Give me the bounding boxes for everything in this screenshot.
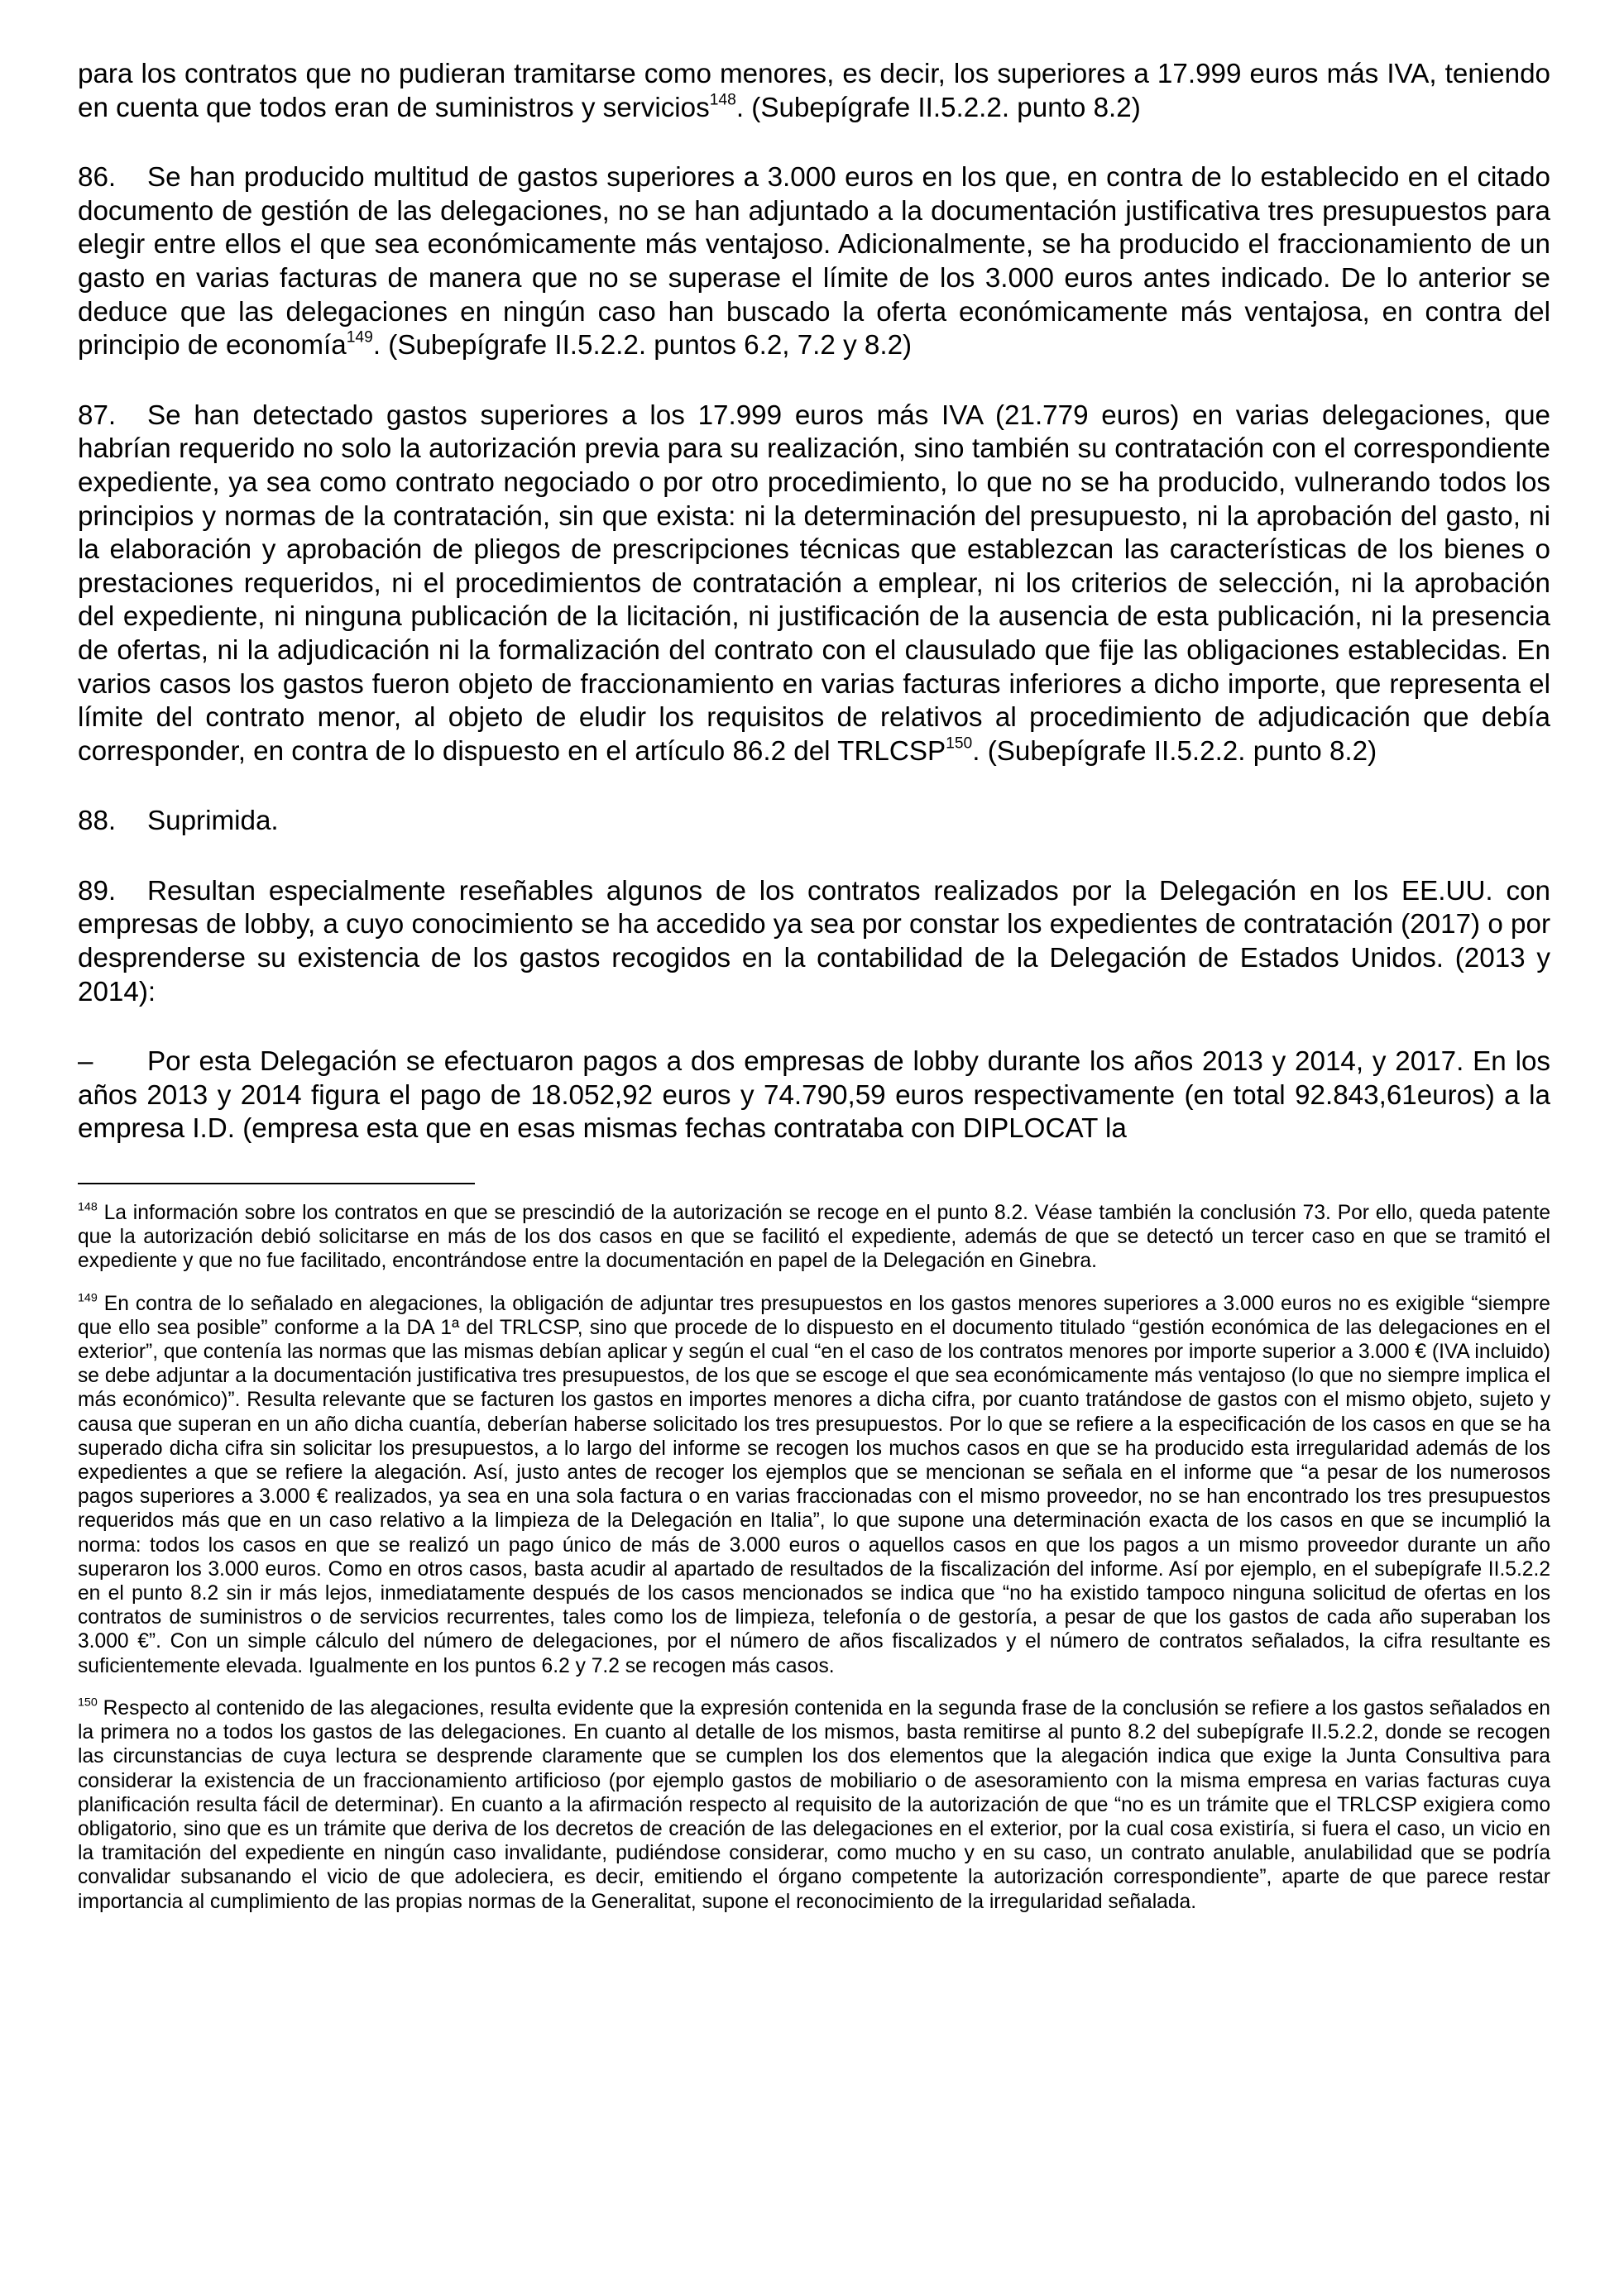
footnote-ref-149[interactable]: 149 [346, 328, 373, 347]
footnote-ref-148[interactable]: 148 [709, 91, 736, 109]
paragraph-88: 88. Suprimida. [78, 805, 1550, 839]
paragraph-number: 86. [78, 162, 117, 194]
footnote-148: $^{148}$ La información sobre los contratos en que se prescindió de la autorización se recoge en el punto 8.2. Véase también la conclusión 73. Por ello, queda patente que la autorización debió solicitarse en más de los dos casos en que se facilitó el expediente, además de que se detectó un tercer caso en que se tramitó el expediente y que no fue facilitado, encontrándose entre la documentación en papel de la Delegación en Ginebra. [78, 1200, 1550, 1273]
footnote-150: $^{150}$ Respecto al contenido de las alegaciones, resulta evidente que la expresión contenida en la segunda frase de la conclusión se refiere a los gastos señalados en la primera no a todos los gastos de las delegaciones. En cuanto al detalle de los mismos, basta remitirse al punto 8.2 del subepígrafe II.5.2.2, donde se recogen las circunstancias de cuya lectura se desprende claramente que se cumplen los dos elementos que la alegación indica que exige la Junta Consultiva para considerar la existencia de un fraccionamiento artificioso (por ejemplo gastos de mobiliario o de asesoramiento con la misma empresa en varias facturas cuya planificación resulta fácil de determinar). En cuanto a la afirmación respecto al requisito de la autorización de que “no es un trámite que el TRLCSP exigiera como obligatorio, sino que es un trámite que deriva de los decretos de creación de las delegaciones en el exterior, por la cual cosa existiría, si fuera el caso, un vicio en la tramitación del expediente en ningún caso invalidante, pudiéndose considerar, como mucho y en su caso, un contrato anulable, anulabilidad que se podría convalidar subsanando el vicio de que adoleciera, es decir, emitiendo el órgano competente la autorización correspondiente”, aparte de que parece restar importancia al cumplimiento de las propias normas de la Generalitat, supone el reconocimiento de la irregularidad señalada. [78, 1696, 1550, 1913]
paragraph-number: 88. [78, 806, 117, 837]
footnote-number: 148 [78, 1200, 98, 1214]
footnotes [78, 1201, 1550, 1914]
paragraph-number: 89. [78, 875, 117, 906]
paragraph-87: 87. Se han detectado gastos superiores a los 17.999 euros más IVA (21.779 euros) en varias delegaciones, que habrían requerido no solo la autorización previa para su realización, sino también su contratación con el correspondiente expediente, ya sea como contrato negociado o por otro procedimiento, lo que no se ha producido, vulnerando todos los principios y normas de la contratación, sin que exista: ni la determinación del presupuesto, ni la aprobación del gasto, ni la elaboración y aprobación de pliegos de prescripciones técnicas que establezcan las características de los bienes o prestaciones requeridos, ni el procedimientos de contratación a emplear, ni los criterios de selección, ni la aprobación del expediente, ni ninguna publicación de la licitación, ni justificación de la ausencia de esta publicación, ni la presencia de ofertas, ni la adjudicación ni la formalización del contrato con el clausulado que fije las obligaciones establecidas. En varios casos los gastos fueron objeto de fraccionamiento en varias facturas inferiores a dicho importe, que representa el límite del contrato menor, al objeto de eludir los requisitos de relativos al procedimiento de adjudicación que debía corresponder, en contra de lo dispuesto en el artículo 86.2 del TRLCSP$^{150}$. (Subepígrafe II.5.2.2. punto 8.2) [78, 399, 1550, 767]
document-page [78, 58, 1550, 1932]
dash-bullet-icon: – [78, 1046, 93, 1078]
footnote-ref-150[interactable]: 150 [946, 734, 973, 753]
paragraph-continuation: para los contratos que no pudieran tramitarse como menores, es decir, los superiores a 17.999 euros más IVA, teniendo en cuenta que todos eran de suministros y servicios$^{148}$. (Subepígrafe II.5.2.2. punto 8.2) [78, 59, 1550, 123]
bullet-item: – Por esta Delegación se efectuaron pagos a dos empresas de lobby durante los años 2013 y 2014, y 2017. En los años 2013 y 2014 figura el pago de 18.052,92 euros y 74.790,59 euros respectivamente (en total 92.843,61euros) a la empresa I.D. (empresa esta que en esas mismas fechas contrataba con DIPLOCAT la [78, 1046, 1550, 1145]
footnote-separator [78, 1183, 475, 1184]
paragraph-number: 87. [78, 399, 117, 431]
paragraph-89: 89. Resultan especialmente reseñables algunos de los contratos realizados por la Delegación en los EE.UU. con empresas de lobby, a cuyo conocimiento se ha accedido ya sea por constar los expedientes de contratación (2017) o por desprenderse su existencia de los gastos recogidos en la contabilidad de la Delegación de Estados Unidos. (2013 y 2014): [78, 875, 1550, 1007]
paragraph-86: 86. Se han producido multitud de gastos superiores a 3.000 euros en los que, en contra de lo establecido en el citado documento de gestión de las delegaciones, no se han adjuntado a la documentación justificativa tres presupuestos para elegir entre ellos el que sea económicamente más ventajoso. Adicionalmente, se ha producido el fraccionamiento de un gasto en varias facturas de manera que no se superase el límite de los 3.000 euros antes indicado. De lo anterior se deduce que las delegaciones en ningún caso han buscado la oferta económicamente más ventajosa, en contra del principio de economía$^{149}$. (Subepígrafe II.5.2.2. puntos 6.2, 7.2 y 8.2) [78, 162, 1550, 361]
footnote-number: 149 [78, 1290, 98, 1304]
footnote-149: $^{149}$ En contra de lo señalado en alegaciones, la obligación de adjuntar tres presupuestos en los gastos menores superiores a 3.000 euros no es exigible “siempre que ello sea posible” conforme a la DA 1ª del TRLCSP, sino que procede de lo dispuesto en el documento titulado “gestión económica de las delegaciones en el exterior”, que contenía las normas que las mismas debían aplicar y según el cual “en el caso de los contratos menores por importe superior a 3.000 € (IVA incluido) se debe adjuntar a la documentación justificativa tres presupuestos, de los que se escoge el que sea económicamente más ventajoso (lo que no siempre implica el más económico)”. Resulta relevante que se facturen los gastos en importes menores a dicha cifra, por cuanto tratándose de gastos con el mismo objeto, sujeto y causa que superan en un año dicha cuantía, deberían haberse solicitado los tres presupuestos. Por lo que se refiere a la especificación de los casos en que se ha superado dicha cifra sin solicitar los presupuestos, a lo largo del informe se recogen los muchos casos en que se ha producido esta irregularidad además de los expedientes a que se refiere la alegación. Así, justo antes de recoger los ejemplos que se mencionan se señala en el informe que “a pesar de los numerosos pagos superiores a 3.000 € realizados, ya sea en una sola factura o en varias fraccionadas con el mismo proveedor, no se han encontrado los tres presupuestos requeridos más que en un caso relativo a la limpieza de la Delegación en Italia”, lo que supone una determinación exacta de los casos en que se incumplió la norma: todos los casos en que se realizó un pago único de más de 3.000 euros o aquellos casos en que los pagos a un mismo proveedor durante un año superaron los 3.000 euros. Como en otros casos, basta acudir al apartado de resultados de la fiscalización del informe. Así por ejemplo, en el subepígrafe II.5.2.2 en el punto 8.2 sin ir más lejos, inmediatamente después de los casos mencionados se indica que “no ha existido tampoco ninguna solicitud de ofertas en los contratos de suministros o de servicios recurrentes, tales como los de limpieza, telefonía o de gestoría, a pesar de que los gastos de cada año superaban los 3.000 €”. Con un simple cálculo del número de delegaciones, por el número de años fiscalizados y el número de contratos señalados, la cifra resultante es suficientemente elevada. Igualmente en los puntos 6.2 y 7.2 se recogen más casos. [78, 1290, 1550, 1677]
footnote-number: 150 [78, 1696, 98, 1710]
body-text [78, 58, 1550, 1146]
